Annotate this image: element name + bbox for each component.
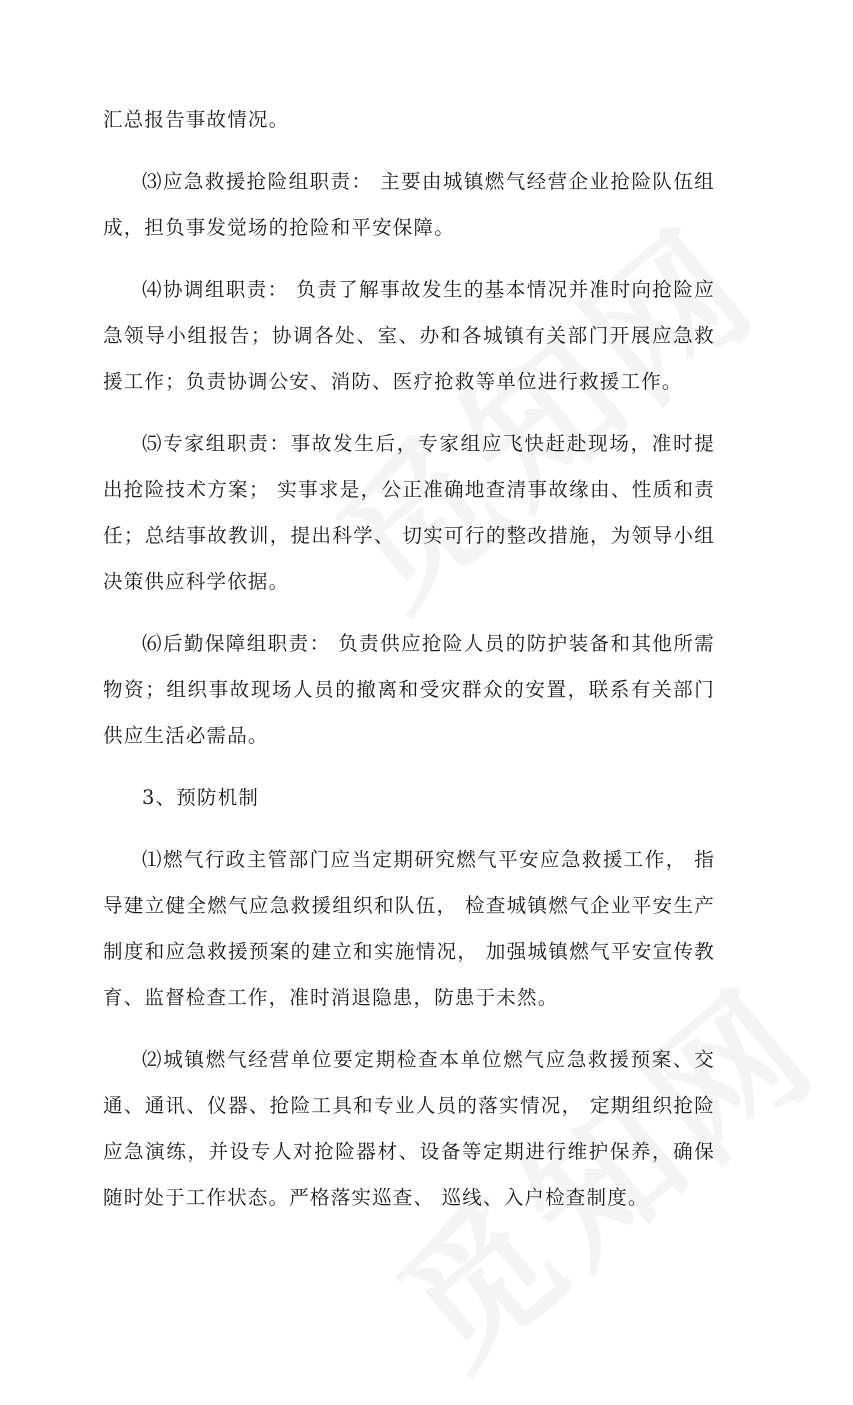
document-body <box>103 97 715 1237</box>
paragraph-coordination-team: ⑷协调组职责： 负责了解事故发生的基本情况并准时向抢险应急领导小组报告；协调各处、室、办和各城镇有关部门开展应急救援工作；负责协调公安、消防、医疗抢救等单位进行救援工作。 <box>103 278 715 393</box>
paragraph-expert-team: ⑸专家组职责：事故发生后，专家组应飞快赶赴现场，准时提出抢险技术方案； 实事求是，公正准确地查清事故缘由、性质和责任；总结事故教训，提出科学、 切实可行的整改措施，为领导小组决策供应科学依据。 <box>103 432 715 593</box>
paragraph-summary: 汇总报告事故情况。 <box>103 108 290 131</box>
paragraph-prevention-1: ⑴燃气行政主管部门应当定期研究燃气平安应急救援工作， 指导建立健全燃气应急救援组织和队伍， 检查城镇燃气企业平安生产制度和应急救援预案的建立和实施情况， 加强城镇燃气平安宣传教育、监督检查工作，准时消退隐患，防患于未然。 <box>103 848 715 1009</box>
paragraph-prevention-2: ⑵城镇燃气经营单位要定期检查本单位燃气应急救援预案、交通、通讯、仪器、抢险工具和专业人员的落实情况， 定期组织抢险应急演练，并设专人对抢险器材、设备等定期进行维护保养，确保随时处于工作状态。严格落实巡查、 巡线、入户检查制度。 <box>103 1048 715 1209</box>
paragraph-logistics-team: ⑹后勤保障组职责： 负责供应抢险人员的防护装备和其他所需物资；组织事故现场人员的撤离和受灾群众的安置，联系有关部门供应生活必需品。 <box>103 632 715 747</box>
section-heading-prevention: 3、预防机制 <box>142 786 260 809</box>
paragraph-rescue-team: ⑶应急救援抢险组职责： 主要由城镇燃气经营企业抢险队伍组成，担负事发觉场的抢险和平安保障。 <box>103 170 715 239</box>
